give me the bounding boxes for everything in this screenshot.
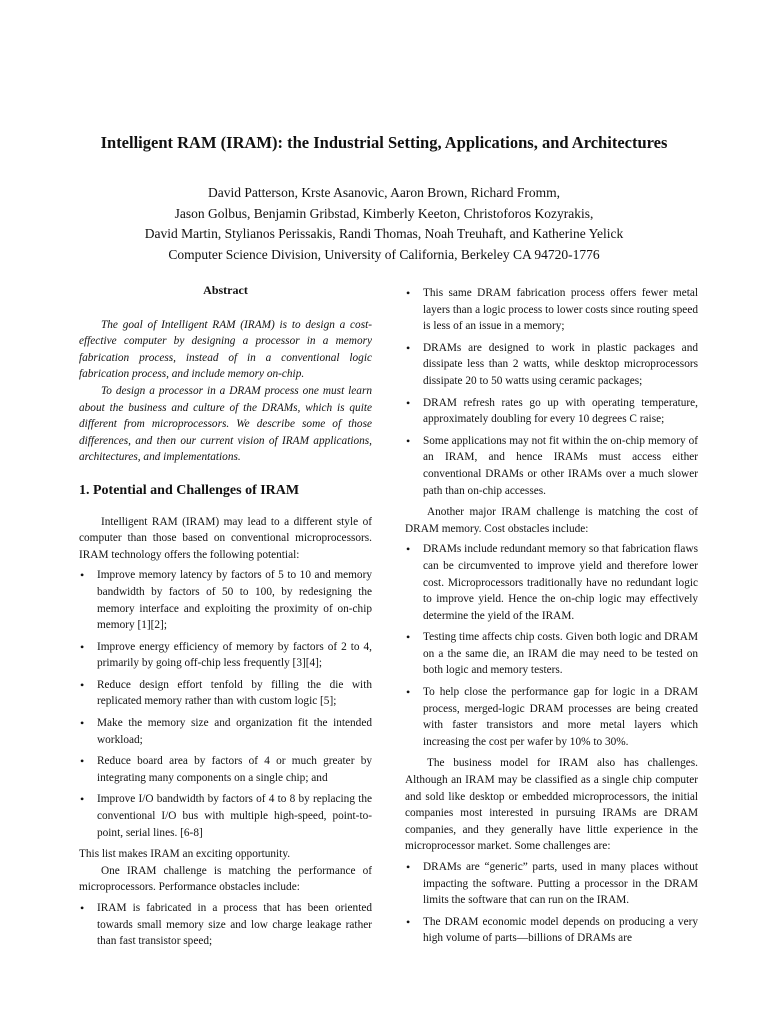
body-paragraph: Another major IRAM challenge is matching the cost of DRAM memory. Cost obstacles include: bbox=[405, 506, 698, 535]
list-item-text: DRAM refresh rates go up with operating temperature, approximately doubling for every 10 degrees C raise; bbox=[423, 396, 698, 426]
bullet-icon: • bbox=[80, 901, 85, 915]
list-item bbox=[405, 914, 698, 947]
list-item-text: The DRAM economic model depends on producing a very high volume of parts—billions of DRAMs are bbox=[423, 915, 698, 945]
abstract-paragraph: To design a processor in a DRAM process one must learn about the business and culture of the DRAMs, which is quite different from microprocessors. We describe some of those differences, and then our current vision of IRAM applications, architectures, and implementations. bbox=[79, 384, 372, 464]
bullet-icon: • bbox=[406, 542, 411, 557]
performance-obstacles-list bbox=[79, 900, 372, 950]
list-item-text: Improve energy efficiency of memory by factors of 2 to 4, primarily by going off-chip less frequently [3][4]; bbox=[97, 640, 372, 670]
paper-title: Intelligent RAM (IRAM): the Industrial Setting, Applications, and Architectures bbox=[100, 133, 668, 152]
bullet-icon: • bbox=[406, 286, 411, 300]
bullet-icon: • bbox=[80, 568, 85, 583]
bullet-icon: • bbox=[406, 914, 411, 929]
abstract-heading: Abstract bbox=[203, 283, 248, 297]
list-item-text: Some applications may not fit within the on-chip memory of an IRAM, and hence IRAMs must access either conventional DRAMs or other IRAMs over a much slower path than on-chip accesses. bbox=[423, 434, 698, 497]
list-item bbox=[79, 639, 372, 672]
list-item bbox=[405, 340, 698, 390]
list-item bbox=[405, 395, 698, 428]
list-item-text: This same DRAM fabrication process offers fewer metal layers than a logic process to lower costs since routing speed is less of an issue in a memory; bbox=[423, 287, 698, 333]
list-item bbox=[405, 285, 698, 335]
performance-obstacles-list-continued bbox=[405, 285, 698, 499]
list-item-text: Improve I/O bandwidth by factors of 4 to 8 by replacing the conventional I/O bus with multiple high-speed, point-to-point, serial lines. [6-8] bbox=[97, 793, 372, 839]
list-item-text: Make the memory size and organization fit the intended workload; bbox=[97, 717, 372, 746]
list-item-text: To help close the performance gap for logic in a DRAM process, merged-logic DRAM processes are being created with faster transistors and more metal layers which increasing the cost per wafer by 10% to 30%. bbox=[423, 686, 698, 748]
body-paragraph: One IRAM challenge is matching the performance of microprocessors. Performance obstacles include: bbox=[79, 864, 372, 894]
list-item bbox=[79, 715, 372, 748]
list-item bbox=[405, 433, 698, 499]
list-item bbox=[79, 791, 372, 841]
list-item-text: DRAMs are “generic” parts, used in many places without impacting the software. Putting a processor in the DRAM limits the software that can run on the IRAM. bbox=[423, 861, 698, 907]
body-paragraph: This list makes IRAM an exciting opportunity. bbox=[79, 848, 291, 861]
bullet-icon: • bbox=[406, 395, 411, 410]
bullet-icon: • bbox=[406, 685, 411, 700]
abstract-paragraph: The goal of Intelligent RAM (IRAM) is to design a cost-effective computer by designing a processor in a memory fabrication process, instead of in a conventional logic fabrication process, and include memory on-chip. bbox=[79, 318, 372, 381]
list-item-text: Reduce board area by factors of 4 or much greater by integrating many components on a single chip; and bbox=[97, 755, 372, 784]
list-item-text: DRAMs include redundant memory so that fabrication flaws can be circumvented to improve yield and therefore lower cost. Microprocessors traditionally have no redundant logic to improve yield. Hence the on-chip logic may effectively determine the yield of the IRAM. bbox=[423, 543, 698, 622]
bullet-icon: • bbox=[80, 716, 85, 731]
section-heading: 1. Potential and Challenges of IRAM bbox=[79, 482, 300, 498]
left-column bbox=[79, 280, 372, 955]
list-item-text: IRAM is fabricated in a process that has been oriented towards small memory size and low charge leakage rather than fast transistor speed; bbox=[97, 902, 372, 948]
list-item bbox=[79, 677, 372, 710]
bullet-icon: • bbox=[406, 860, 411, 874]
bullet-icon: • bbox=[406, 340, 411, 355]
list-item bbox=[405, 859, 698, 909]
right-column bbox=[405, 281, 698, 952]
abstract bbox=[79, 282, 372, 466]
bullet-icon: • bbox=[80, 754, 85, 769]
bullet-icon: • bbox=[80, 639, 85, 654]
author-line: David Martin, Stylianos Perissakis, Randi Thomas, Noah Treuhaft, and Katherine Yelick bbox=[144, 226, 624, 241]
author-block bbox=[0, 183, 768, 265]
body-paragraph: The business model for IRAM also has challenges. Although an IRAM may be classified as a single chip computer and sold like desktop or embedded microprocessors, the initial companies most interested in pursuing IRAMs are DRAM companies, and they generally have little experience in the microprocessor market. Some challenges are: bbox=[405, 757, 698, 853]
author-line: Jason Golbus, Benjamin Gribstad, Kimberly Keeton, Christoforos Kozyrakis, bbox=[174, 205, 594, 221]
list-item bbox=[405, 541, 698, 624]
list-item bbox=[405, 684, 698, 750]
bullet-icon: • bbox=[406, 433, 411, 448]
list-item-text: DRAMs are designed to work in plastic packages and dissipate less than 2 watts, while desktop microprocessors dissipate 20 to 50 watts using ceramic packages; bbox=[423, 341, 698, 387]
list-item bbox=[79, 753, 372, 786]
author-line: David Patterson, Krste Asanovic, Aaron Brown, Richard Fromm, bbox=[207, 185, 561, 200]
list-item-text: Reduce design effort tenfold by filling the die with replicated memory rather than with custom logic [5]; bbox=[97, 678, 372, 708]
cost-obstacles-list bbox=[405, 541, 698, 750]
business-challenges-list bbox=[405, 859, 698, 947]
list-item-text: Testing time affects chip costs. Given both logic and DRAM on a the same die, an IRAM die may need to be tested on both logic and memory testers. bbox=[423, 631, 698, 677]
body-paragraph: Intelligent RAM (IRAM) may lead to a different style of computer than those based on conventional microprocessors. IRAM technology offers the following potential: bbox=[79, 515, 372, 561]
affiliation: Computer Science Division, University of California, Berkeley CA 94720-1776 bbox=[168, 246, 600, 262]
list-item bbox=[405, 629, 698, 679]
bullet-icon: • bbox=[80, 792, 85, 807]
list-item-text: Improve memory latency by factors of 5 to 10 and memory bandwidth by factors of 50 to 100, by redesigning the memory interface and exploiting the proximity of on-chip memory [1][2]; bbox=[97, 569, 372, 632]
bullet-icon: • bbox=[80, 677, 85, 692]
potential-list bbox=[79, 567, 372, 841]
list-item bbox=[79, 567, 372, 633]
bullet-icon: • bbox=[406, 630, 411, 645]
list-item bbox=[79, 900, 372, 950]
